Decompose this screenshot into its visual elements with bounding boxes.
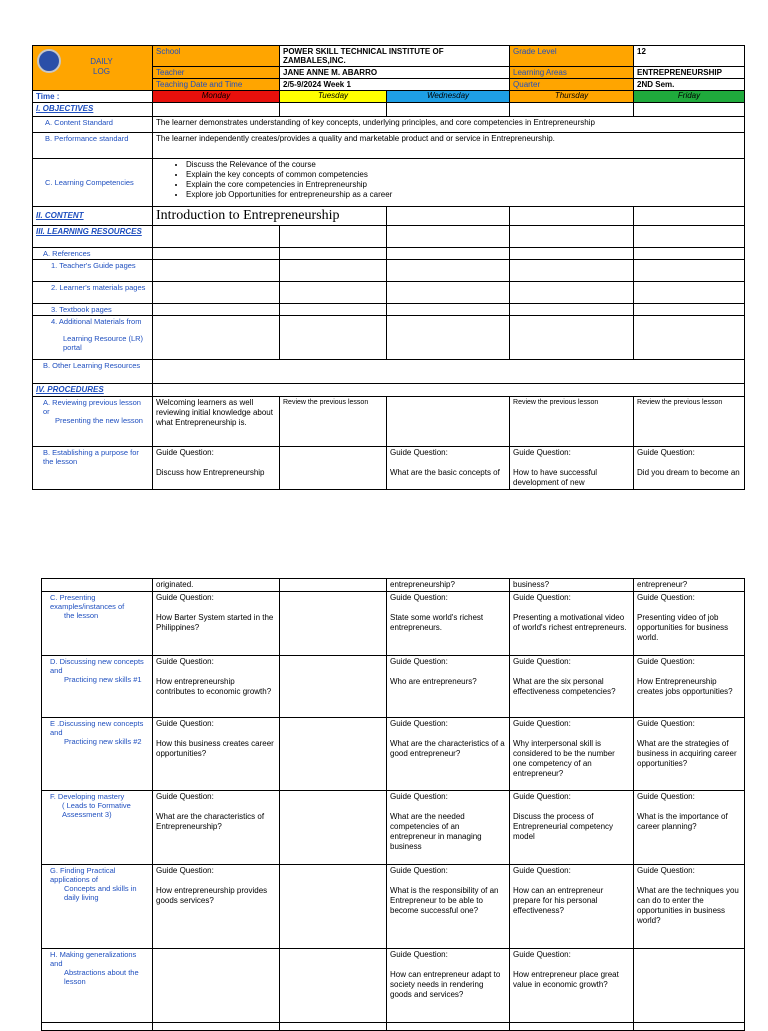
cont-friday: entrepreneur? [634, 579, 745, 592]
mastery-friday [634, 791, 745, 865]
concepts2-thursday [510, 718, 634, 791]
applications-line1: G. Finding Practical applications of [50, 866, 116, 884]
discussing-concepts-2-label [42, 718, 153, 791]
discussing-1-line1: D. Discussing new concepts and [50, 657, 144, 675]
cont-wednesday: entrepreneurship? [387, 579, 510, 592]
guide-question-label: Guide Question: [637, 719, 695, 728]
guide-question-label: Guide Question: [156, 719, 214, 728]
learning-areas-value: ENTREPRENEURSHIP [634, 67, 745, 79]
guide-question-label: Guide Question: [637, 593, 695, 602]
purpose-friday-text: Did you dream to become an [637, 468, 740, 477]
cont-monday: originated. [153, 579, 280, 592]
applications-wednesday-text: What is the responsibility of an Entrepreneur to be able to become successful one? [390, 886, 499, 915]
review-thursday: Review the previous lesson [510, 397, 634, 447]
generalizations-thursday-text: How entrepreneur place great value in economic growth? [513, 970, 619, 989]
teacher-label: Teacher [153, 67, 280, 79]
guide-question-label: Guide Question: [156, 593, 214, 602]
establishing-purpose-label: B. Establishing a purpose for the lesson [33, 447, 153, 490]
mastery-wednesday-text: What are the needed competencies of an entrepreneur in managing business [390, 812, 482, 851]
applications-thursday [510, 865, 634, 949]
day-tuesday: Tuesday [280, 91, 387, 103]
guide-question-label: Guide Question: [637, 866, 695, 875]
objectives-title: I. OBJECTIVES [33, 103, 153, 117]
guide-question-label: Guide Question: [513, 866, 571, 875]
review-monday: Welcoming learners as well reviewing initial knowledge about what Entrepreneurship is. [153, 397, 280, 447]
concepts1-monday [153, 656, 280, 718]
applications-thursday-text: How can an entrepreneur prepare for his personal effectiveness? [513, 886, 604, 915]
concepts1-friday [634, 656, 745, 718]
mastery-line2: ( Leads to Formative Assessment 3) [62, 801, 131, 819]
day-monday: Monday [153, 91, 280, 103]
time-label: Time : [33, 91, 153, 103]
presenting-label-line2: the lesson [64, 611, 99, 620]
concepts1-thursday [510, 656, 634, 718]
content-standard-text: The learner demonstrates understanding of key concepts, underlying principles, and core competencies in Entrepreneurship [153, 117, 745, 133]
mastery-thursday-text: Discuss the process of Entrepreneurial competency model [513, 812, 614, 841]
concepts2-wednesday [387, 718, 510, 791]
dll-table-page1 [32, 45, 745, 490]
concepts1-wednesday [387, 656, 510, 718]
day-wednesday: Wednesday [387, 91, 510, 103]
teacher-value: JANE ANNE M. ABARRO [280, 67, 510, 79]
daily-label: DAILY [90, 57, 113, 66]
references-label: A. References [33, 248, 153, 260]
guide-question-label: Guide Question: [637, 792, 695, 801]
concepts2-monday-text: How this business creates career opportunities? [156, 739, 274, 758]
log-label: LOG [93, 67, 110, 76]
applications-friday-text: What are the techniques you can do to enter the opportunities in business world? [637, 886, 739, 925]
quarter-value: 2ND Sem. [634, 79, 745, 91]
applications-wednesday [387, 865, 510, 949]
applications-monday [153, 865, 280, 949]
learning-competencies-list [153, 159, 745, 207]
competency-item: • Explore job Opportunities for entrepreneurship as a career [186, 190, 741, 200]
guide-question-label: Guide Question: [637, 448, 695, 457]
concepts1-friday-text: How Entrepreneurship creates jobs opportunities? [637, 677, 733, 696]
competency-item: • Discuss the Relevance of the course [186, 160, 741, 170]
textbook-label: 3. Textbook pages [33, 304, 153, 316]
performance-standard-label: B. Performance standard [33, 133, 153, 159]
examples-thursday-text: Presenting a motivational video of world's richest entrepreneurs. [513, 613, 627, 632]
guide-question-label: Guide Question: [390, 866, 448, 875]
concepts1-thursday-text: What are the six personal effectiveness competencies? [513, 677, 616, 696]
reviewing-lesson-label [33, 397, 153, 447]
discussing-2-line1: E .Discussing new concepts and [50, 719, 144, 737]
purpose-friday [634, 447, 745, 490]
grade-value: 12 [634, 46, 745, 67]
purpose-wednesday [387, 447, 510, 490]
concepts2-monday [153, 718, 280, 791]
examples-thursday [510, 592, 634, 656]
generalizations-wednesday-text: How can entrepreneur adapt to society needs in rendering goods and services? [390, 970, 501, 999]
date-label: Teaching Date and Time [153, 79, 280, 91]
guide-question-label: Guide Question: [390, 950, 448, 959]
school-value: POWER SKILL TECHNICAL INSTITUTE OF ZAMBALES,INC. [280, 46, 510, 67]
purpose-thursday [510, 447, 634, 490]
mastery-thursday [510, 791, 634, 865]
applications-line2: Concepts and skills in daily living [64, 884, 137, 902]
review-friday: Review the previous lesson [634, 397, 745, 447]
guide-question-label: Guide Question: [513, 719, 571, 728]
guide-question-label: Guide Question: [390, 657, 448, 666]
generalizations-line1: H. Making generalizations and [50, 950, 137, 968]
guide-question-label: Guide Question: [156, 448, 214, 457]
guide-question-label: Guide Question: [390, 719, 448, 728]
school-label: School [153, 46, 280, 67]
day-friday: Friday [634, 91, 745, 103]
mastery-monday [153, 791, 280, 865]
mastery-wednesday [387, 791, 510, 865]
review-tuesday: Review the previous lesson [280, 397, 387, 447]
guide-question-label: Guide Question: [513, 448, 571, 457]
concepts1-wednesday-text: Who are entrepreneurs? [390, 677, 477, 686]
lr-portal-text: Learning Resource (LR) portal [63, 334, 144, 352]
quarter-label: Quarter [510, 79, 634, 91]
purpose-thursday-text: How to have successful development of new [513, 468, 598, 487]
examples-monday [153, 592, 280, 656]
presenting-label-line1: C. Presenting examples/instances of [50, 593, 125, 611]
competency-item: • Explain the key concepts of common competencies [186, 170, 741, 180]
concepts2-friday-text: What are the strategies of business in acquiring career opportunities? [637, 739, 737, 768]
mastery-monday-text: What are the characteristics of Entrepreneurship? [156, 812, 265, 831]
guide-question-label: Guide Question: [390, 792, 448, 801]
developing-mastery-label [42, 791, 153, 865]
purpose-wednesday-text: What are the basic concepts of [390, 468, 500, 477]
discussing-1-line2: Practicing new skills #1 [64, 675, 142, 684]
date-value: 2/5-9/2024 Week 1 [280, 79, 510, 91]
concepts2-wednesday-text: What are the characteristics of a good entrepreneur? [390, 739, 505, 758]
guide-question-label: Guide Question: [156, 657, 214, 666]
concepts2-thursday-text: Why interpersonal skill is considered to be the number one competency of an entrepreneur? [513, 739, 615, 778]
cont-thursday: business? [510, 579, 634, 592]
dll-table-page2 [41, 578, 745, 1031]
other-resources-label: B. Other Learning Resources [33, 360, 153, 384]
concepts2-friday [634, 718, 745, 791]
additional-materials-label [33, 316, 153, 360]
daily-log-cell [33, 46, 153, 91]
guide-question-label: Guide Question: [156, 792, 214, 801]
examples-friday-text: Presenting video of job opportunities for business world. [637, 613, 729, 642]
learning-areas-label: Learning Areas [510, 67, 634, 79]
guide-question-label: Guide Question: [513, 792, 571, 801]
mastery-line1: F. Developing mastery [50, 792, 125, 801]
applications-friday [634, 865, 745, 949]
learners-materials-label: 2. Learner's materials pages [33, 282, 153, 304]
grade-label: Grade Level [510, 46, 634, 67]
day-thursday: Thursday [510, 91, 634, 103]
presenting-examples-label [42, 592, 153, 656]
deped-seal-icon [37, 49, 61, 73]
generalizations-line2: Abstractions about the lesson [64, 968, 139, 986]
guide-question-label: Guide Question: [513, 950, 571, 959]
procedures-title: IV. PROCEDURES [33, 384, 153, 397]
reviewing-label-line2: Presenting the new lesson [55, 416, 143, 425]
mastery-friday-text: What is the importance of career planning? [637, 812, 728, 831]
examples-wednesday [387, 592, 510, 656]
learning-competencies-label: C. Learning Competencies [33, 159, 153, 207]
content-standard-label: A. Content Standard [33, 117, 153, 133]
examples-wednesday-text: State some world's richest entrepreneurs. [390, 613, 484, 632]
practical-applications-label [42, 865, 153, 949]
reviewing-label-line1: A. Reviewing previous lesson or [43, 398, 141, 416]
additional-materials-text: 4. Additional Materials from [51, 317, 142, 326]
generalizations-label [42, 949, 153, 1023]
discussing-concepts-1-label [42, 656, 153, 718]
learning-resources-title: III. LEARNING RESOURCES [33, 226, 153, 248]
guide-question-label: Guide Question: [390, 593, 448, 602]
teachers-guide-label: 1. Teacher's Guide pages [33, 260, 153, 282]
purpose-monday-text: Discuss how Entrepreneurship [156, 468, 265, 477]
guide-question-label: Guide Question: [513, 593, 571, 602]
performance-standard-text: The learner independently creates/provides a quality and marketable product and or service in Entrepreneurship. [153, 133, 745, 159]
applications-monday-text: How entrepreneurship provides goods services? [156, 886, 268, 905]
guide-question-label: Guide Question: [390, 448, 448, 457]
purpose-monday [153, 447, 280, 490]
generalizations-wednesday [387, 949, 510, 1023]
content-topic: Introduction to Entrepreneurship [153, 207, 387, 226]
concepts1-monday-text: How entrepreneurship contributes to economic growth? [156, 677, 272, 696]
guide-question-label: Guide Question: [637, 657, 695, 666]
generalizations-thursday [510, 949, 634, 1023]
examples-monday-text: How Barter System started in the Philippines? [156, 613, 274, 632]
guide-question-label: Guide Question: [156, 866, 214, 875]
guide-question-label: Guide Question: [513, 657, 571, 666]
examples-friday [634, 592, 745, 656]
discussing-2-line2: Practicing new skills #2 [64, 737, 142, 746]
content-title: II. CONTENT [33, 207, 153, 226]
competency-item: • Explain the core competencies in Entrepreneurship [186, 180, 741, 190]
